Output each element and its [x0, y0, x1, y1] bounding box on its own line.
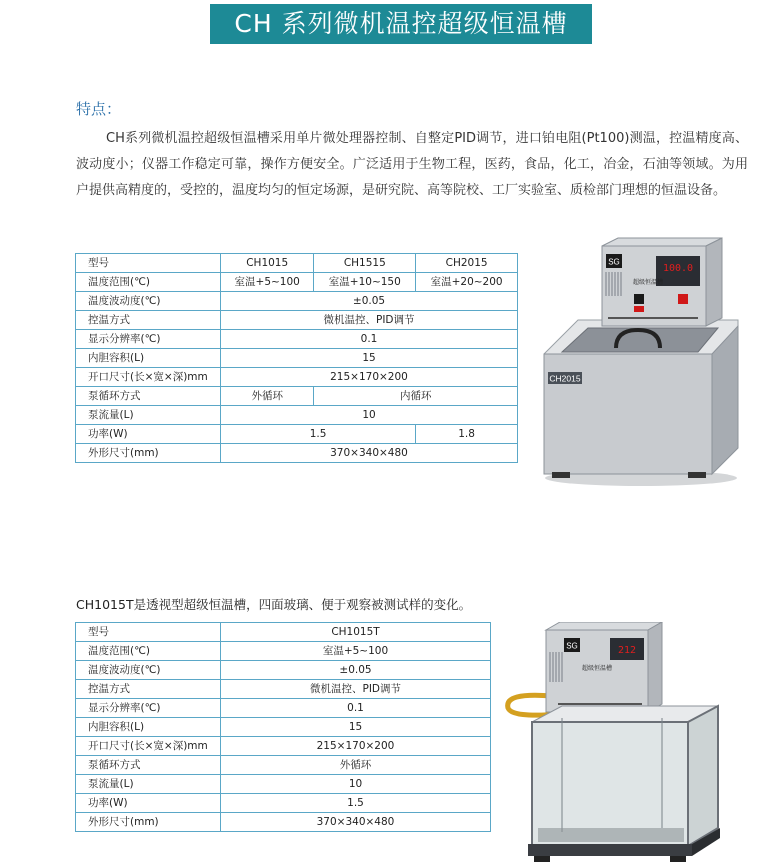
- table-cell: 215×170×200: [221, 737, 491, 756]
- table-cell: 370×340×480: [221, 444, 518, 463]
- table-row: [76, 775, 491, 794]
- logo-text: SG: [566, 641, 578, 651]
- row-label: 内胆容积(L): [76, 718, 221, 737]
- panel-title: 超级恒温槽: [632, 279, 664, 286]
- table-row: [76, 661, 491, 680]
- table-cell: 室温+20~200: [416, 273, 518, 292]
- table-cell: 内循环: [314, 387, 518, 406]
- table-row: [76, 756, 491, 775]
- table-cell: ±0.05: [221, 292, 518, 311]
- table-cell: 室温+10~150: [314, 273, 416, 292]
- row-label: 开口尺寸(长×宽×深)mm: [76, 368, 221, 387]
- table-cell: 微机温控、PID调节: [221, 680, 491, 699]
- row-label: 显示分辨率(℃): [76, 699, 221, 718]
- row-label: 温度范围(℃): [76, 273, 221, 292]
- row-label: 显示分辨率(℃): [76, 330, 221, 349]
- table-row: [76, 387, 518, 406]
- table-cell: 0.1: [221, 699, 491, 718]
- row-label: 外形尺寸(mm): [76, 444, 221, 463]
- temperature-display: 100.0: [662, 263, 694, 274]
- table-cell: 1.5: [221, 794, 491, 813]
- row-label: 功率(W): [76, 425, 221, 444]
- intro-paragraph: CH系列微机温控超级恒温槽采用单片微处理器控制、自整定PID调节，进口铂电阻(Pt100)测温，控温精度高、波动度小；仪器工作稳定可靠，操作方便安全。广泛适用于生物工程，医药，食品，化工，冶金，石油等领域。为用户提供高精度的，受控的，温度均匀的恒定场源，是研究院、高等院校、工厂实验室、质检部门理想的恒温设备。: [76, 131, 748, 198]
- table-cell: CH1015T: [221, 623, 491, 642]
- table-cell: 外循环: [221, 756, 491, 775]
- row-label: 开口尺寸(长×宽×深)mm: [76, 737, 221, 756]
- row-label: 控温方式: [76, 680, 221, 699]
- table-cell: 室温+5~100: [221, 642, 491, 661]
- table-cell: 15: [221, 718, 491, 737]
- logo-text: SG: [608, 257, 620, 267]
- temperature-display: 212: [617, 645, 637, 656]
- table-cell: 微机温控、PID调节: [221, 311, 518, 330]
- table-row: [76, 330, 518, 349]
- table-cell: 0.1: [221, 330, 518, 349]
- table-row: [76, 699, 491, 718]
- row-label: 泵流量(L): [76, 406, 221, 425]
- row-label: 温度波动度(℃): [76, 292, 221, 311]
- row-label: 泵循环方式: [76, 756, 221, 775]
- table-cell: 外循环: [221, 387, 314, 406]
- table-row: [76, 292, 518, 311]
- table-row: [76, 794, 491, 813]
- model-cell: CH1515: [314, 254, 416, 273]
- table-cell: 370×340×480: [221, 813, 491, 832]
- table-row: [76, 623, 491, 642]
- row-label: 型号: [76, 623, 221, 642]
- table-row: [76, 813, 491, 832]
- row-label: 型号: [76, 254, 221, 273]
- page-title: CH 系列微机温控超级恒温槽: [210, 4, 592, 44]
- table-row: [76, 254, 518, 273]
- model-cell: CH1015: [221, 254, 314, 273]
- table-cell: 室温+5~100: [221, 273, 314, 292]
- table-row: [76, 737, 491, 756]
- model-cell: CH2015: [416, 254, 518, 273]
- row-label: 温度范围(℃): [76, 642, 221, 661]
- ch1015t-caption: CH1015T是透视型超级恒温槽，四面玻璃、便于观察被测试样的变化。: [76, 597, 472, 612]
- table-row: [76, 311, 518, 330]
- table-cell: 1.8: [416, 425, 518, 444]
- table-row: [76, 349, 518, 368]
- table-row: [76, 425, 518, 444]
- row-label: 泵循环方式: [76, 387, 221, 406]
- table-row: [76, 406, 518, 425]
- panel-title: 超级恒温槽: [581, 665, 613, 672]
- table-cell: 215×170×200: [221, 368, 518, 387]
- spec-table-ch-series: [75, 253, 518, 463]
- table-row: [76, 718, 491, 737]
- table-row: [76, 642, 491, 661]
- table-cell: 15: [221, 349, 518, 368]
- row-label: 泵流量(L): [76, 775, 221, 794]
- table-cell: ±0.05: [221, 661, 491, 680]
- row-label: 控温方式: [76, 311, 221, 330]
- row-label: 内胆容积(L): [76, 349, 221, 368]
- table-row: [76, 444, 518, 463]
- ch1015t-product-image: [502, 622, 724, 868]
- table-row: [76, 680, 491, 699]
- table-cell: 10: [221, 775, 491, 794]
- row-label: 功率(W): [76, 794, 221, 813]
- table-row: [76, 368, 518, 387]
- row-label: 外形尺寸(mm): [76, 813, 221, 832]
- body-model-label: CH2015: [549, 373, 581, 384]
- spec-table-ch1015t: [75, 622, 491, 832]
- row-label: 温度波动度(℃): [76, 661, 221, 680]
- features-label: 特点：: [76, 100, 122, 118]
- table-row: [76, 273, 518, 292]
- table-cell: 1.5: [221, 425, 416, 444]
- ch2015-product-image: [538, 236, 744, 488]
- table-cell: 10: [221, 406, 518, 425]
